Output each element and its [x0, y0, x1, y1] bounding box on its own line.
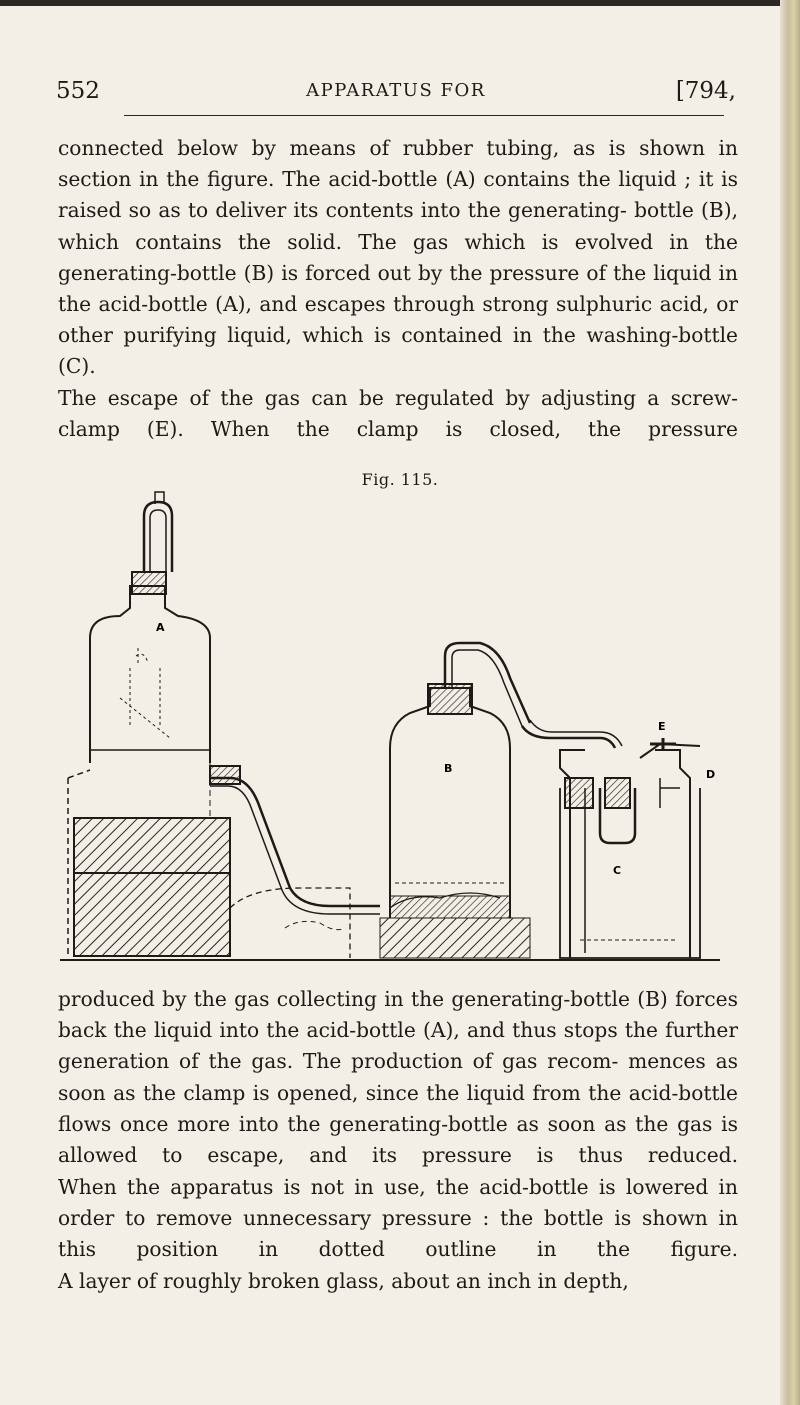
label-a: A: [156, 621, 165, 634]
tubing-to-c: [522, 720, 700, 843]
section-number: [794,: [675, 78, 736, 104]
label-e: E: [658, 720, 666, 733]
label-b: B: [444, 762, 453, 775]
header-rule: [124, 115, 724, 116]
paragraph-1: connected below by means of rubber tubing, as is shown in section in the figure. The acid-bottle (A) contains the liquid ; it is raised so as to deliver its contents into the generating- bottle (B), which contains the solid. The gas which is evolved in the generating-bottle (B) is forced out by the pressure of the liquid in the acid-bottle (A), and escapes through strong sulphuric acid, or other purifying liquid, which is contained in the washing-bottle (C).: [58, 136, 738, 379]
running-title: APPARATUS FOR: [306, 80, 486, 101]
label-d: D: [706, 768, 716, 781]
apparatus-diagram: [60, 488, 740, 976]
paragraph-3: produced by the gas collecting in the generating-bottle (B) forces back the liquid into the acid-bottle (A), and thus stops the further generation of the gas. The production of gas recom- mences as soon as the clamp is opened, since the liquid from the acid-bottle flows once more into the generating-bottle as soon as the gas is allowed to escape, and its pressure is thus reduced.: [58, 987, 738, 1168]
generating-bottle-b: [380, 643, 530, 958]
label-c: C: [613, 864, 622, 877]
paragraph-2: The escape of the gas can be regulated by adjusting a screw-clamp (E). When the clamp is closed, the pressure: [58, 386, 738, 442]
page-top-edge: [0, 0, 800, 6]
page-right-edge: [780, 0, 800, 1405]
paragraph-5: A layer of roughly broken glass, about an inch in depth,: [58, 1269, 629, 1293]
figure-115: [60, 488, 740, 976]
paragraph-4: When the apparatus is not in use, the acid-bottle is lowered in order to remove unnecessary pressure : the bottle is shown in this position in dotted outline in the figure.: [58, 1175, 738, 1262]
running-header: [56, 74, 736, 110]
page-number: 552: [56, 78, 100, 104]
figure-caption: Fig. 115.: [361, 470, 439, 489]
stand: [74, 818, 230, 956]
